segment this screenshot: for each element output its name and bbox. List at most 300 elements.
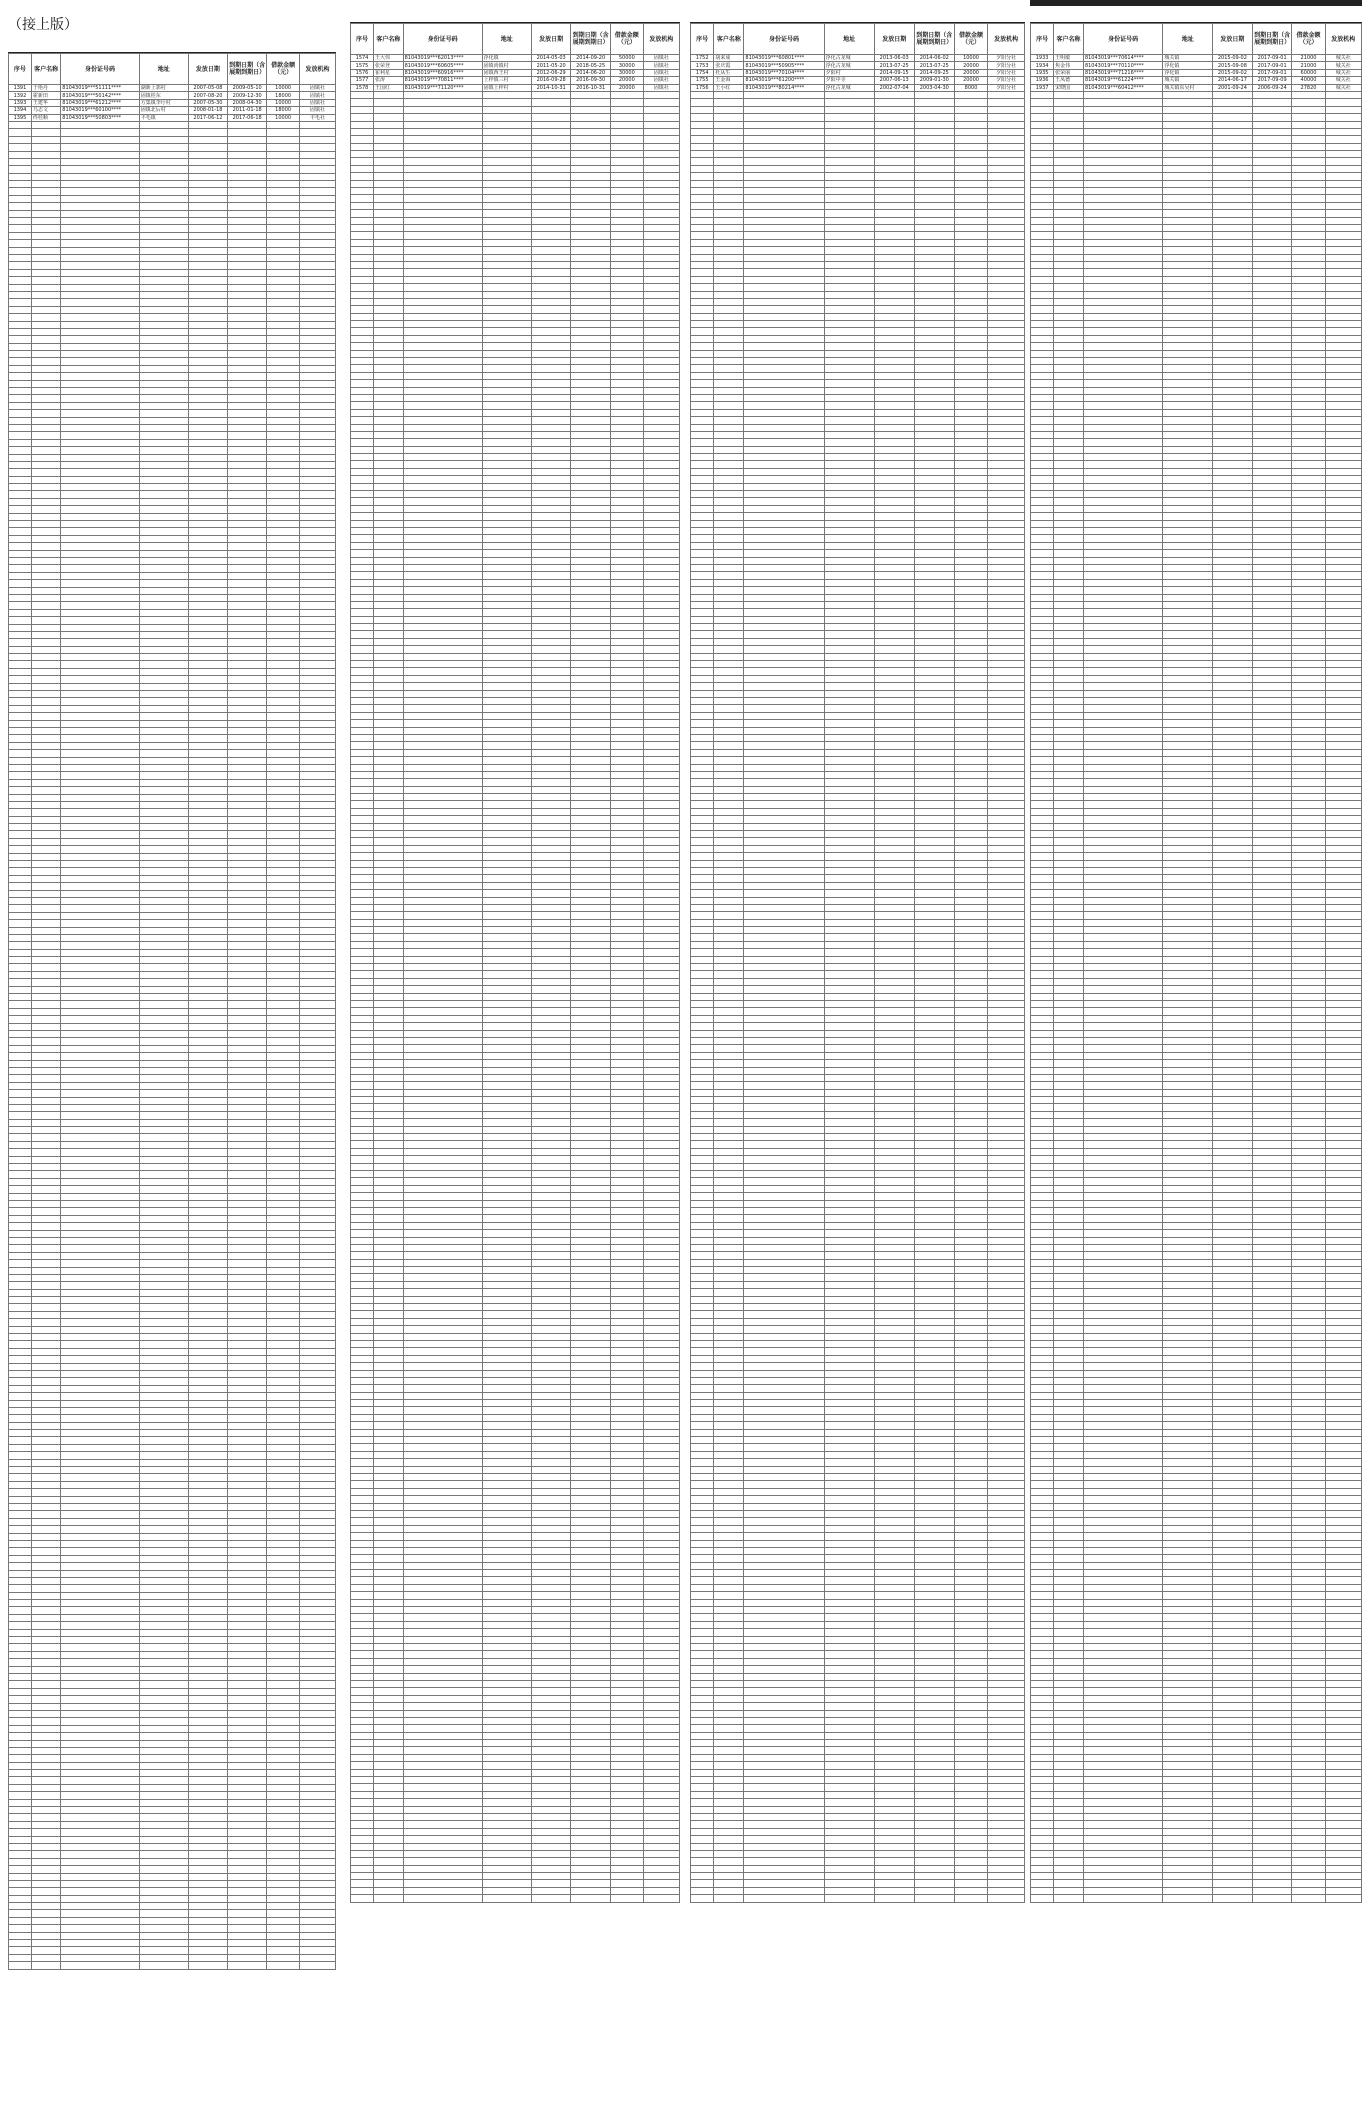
table-cell — [643, 1836, 679, 1843]
table-cell — [267, 920, 300, 927]
table-cell — [61, 380, 139, 387]
table-cell — [643, 1584, 679, 1591]
table-cell — [228, 609, 267, 616]
table-cell — [531, 217, 570, 224]
table-cell — [571, 1599, 610, 1606]
table-cell — [299, 1407, 335, 1414]
table-cell — [299, 402, 335, 409]
table-row — [9, 1230, 336, 1237]
table-cell — [351, 1407, 374, 1414]
table-cell: 2016-09-28 — [531, 77, 570, 84]
table-cell — [643, 675, 679, 682]
table-cell — [403, 956, 482, 963]
table-cell — [299, 1851, 335, 1858]
table-row — [351, 1525, 680, 1532]
table-cell — [267, 151, 300, 158]
table-cell — [351, 1267, 374, 1274]
table-cell — [9, 1149, 32, 1156]
table-cell — [351, 424, 374, 431]
table-cell — [31, 1193, 60, 1200]
table-cell — [267, 772, 300, 779]
table-cell — [61, 809, 139, 816]
table-cell — [643, 321, 679, 328]
table-cell — [139, 971, 188, 978]
table-row — [9, 594, 336, 601]
table-row — [9, 225, 336, 232]
table-cell — [531, 1355, 570, 1362]
table-cell — [31, 528, 60, 535]
table-cell — [228, 1710, 267, 1717]
table-cell — [31, 1237, 60, 1244]
table-cell — [139, 321, 188, 328]
table-row — [691, 372, 1025, 379]
table-cell — [744, 114, 824, 121]
table-cell — [228, 1422, 267, 1429]
table-cell — [482, 1607, 531, 1614]
table-cell — [9, 905, 32, 912]
table-cell — [914, 99, 954, 106]
table-cell: 2007-05-08 — [188, 85, 227, 92]
table-cell — [954, 165, 987, 172]
table-cell — [61, 994, 139, 1001]
table-cell — [61, 1770, 139, 1777]
table-row — [351, 1015, 680, 1022]
table-cell — [482, 1791, 531, 1798]
table-cell — [531, 1185, 570, 1192]
table-cell — [188, 1770, 227, 1777]
table-row — [9, 1792, 336, 1799]
table-cell — [299, 905, 335, 912]
table-row — [351, 91, 680, 98]
table-row — [9, 1947, 336, 1954]
table-cell — [188, 1134, 227, 1141]
table-cell — [228, 868, 267, 875]
table-cell — [188, 942, 227, 949]
table-cell — [403, 1074, 482, 1081]
table-cell — [228, 1600, 267, 1607]
table-cell — [571, 1673, 610, 1680]
table-cell — [31, 336, 60, 343]
table-cell — [299, 1356, 335, 1363]
table-cell — [228, 1585, 267, 1592]
table-row — [691, 136, 1025, 143]
table-cell — [571, 1777, 610, 1784]
table-cell — [188, 513, 227, 520]
table-cell — [61, 668, 139, 675]
table-cell — [374, 624, 404, 631]
table-cell — [482, 1717, 531, 1724]
table-cell — [531, 291, 570, 298]
table-cell — [188, 1053, 227, 1060]
table-cell — [351, 1340, 374, 1347]
table-cell — [267, 1747, 300, 1754]
table-cell — [403, 1274, 482, 1281]
table-cell — [643, 372, 679, 379]
table-cell — [188, 979, 227, 986]
table-cell — [228, 587, 267, 594]
table-cell — [482, 1170, 531, 1177]
table-cell — [482, 1252, 531, 1259]
table-row — [9, 1075, 336, 1082]
table-cell — [482, 919, 531, 926]
table-cell — [267, 254, 300, 261]
table-cell — [61, 1577, 139, 1584]
table-cell — [374, 1836, 404, 1843]
table-cell — [228, 1311, 267, 1318]
table-cell — [571, 690, 610, 697]
table-cell — [914, 180, 954, 187]
table-cell — [531, 158, 570, 165]
table-cell — [299, 1422, 335, 1429]
table-cell — [139, 949, 188, 956]
table-cell — [531, 284, 570, 291]
table-cell — [139, 1540, 188, 1547]
table-cell — [610, 1104, 643, 1111]
table-cell — [531, 993, 570, 1000]
table-cell — [228, 1843, 267, 1850]
table-cell — [374, 461, 404, 468]
table-cell — [299, 1895, 335, 1902]
table-cell — [714, 195, 744, 202]
table-cell — [403, 1400, 482, 1407]
table-cell — [403, 1267, 482, 1274]
table-cell — [610, 291, 643, 298]
table-cell — [228, 1784, 267, 1791]
table-cell — [31, 720, 60, 727]
table-cell — [299, 550, 335, 557]
table-cell — [139, 521, 188, 528]
table-cell — [299, 868, 335, 875]
table-cell — [403, 890, 482, 897]
table-cell — [403, 1651, 482, 1658]
table-row — [691, 188, 1025, 195]
table-cell — [482, 535, 531, 542]
table-cell — [299, 1200, 335, 1207]
table-cell — [531, 786, 570, 793]
table-cell — [403, 1680, 482, 1687]
table-cell — [403, 1407, 482, 1414]
table-cell — [351, 1377, 374, 1384]
table-cell — [643, 1170, 679, 1177]
table-cell — [482, 1289, 531, 1296]
table-cell — [643, 1200, 679, 1207]
table-row — [9, 1807, 336, 1814]
table-cell — [31, 1171, 60, 1178]
table-cell — [403, 572, 482, 579]
table-cell — [571, 831, 610, 838]
table-row — [9, 85, 336, 92]
table-cell — [374, 823, 404, 830]
table-cell — [714, 387, 744, 394]
table-cell — [228, 691, 267, 698]
table-cell — [9, 1903, 32, 1910]
table-cell — [403, 1510, 482, 1517]
table-cell — [482, 1451, 531, 1458]
table-cell — [403, 1089, 482, 1096]
table-cell — [188, 328, 227, 335]
table-cell — [139, 528, 188, 535]
table-cell — [571, 1887, 610, 1894]
table-cell — [643, 1060, 679, 1067]
table-cell — [482, 734, 531, 741]
table-cell — [571, 860, 610, 867]
table-cell — [691, 269, 714, 276]
table-cell — [61, 1289, 139, 1296]
table-cell — [610, 890, 643, 897]
table-cell — [571, 380, 610, 387]
table-cell: 81043019***51111**** — [61, 85, 139, 92]
table-row — [351, 1518, 680, 1525]
table-cell — [299, 1755, 335, 1762]
table-cell — [374, 394, 404, 401]
table-cell — [531, 1429, 570, 1436]
table-cell — [403, 1318, 482, 1325]
table-cell — [403, 1658, 482, 1665]
table-row — [9, 1252, 336, 1259]
table-cell — [374, 1377, 404, 1384]
table-cell — [139, 1740, 188, 1747]
table-cell — [691, 210, 714, 217]
table-cell — [188, 861, 227, 868]
table-cell — [267, 439, 300, 446]
table-cell — [188, 1710, 227, 1717]
table-cell — [571, 1584, 610, 1591]
table-cell — [610, 1237, 643, 1244]
table-cell — [228, 1341, 267, 1348]
table-cell — [188, 1008, 227, 1015]
table-cell — [228, 986, 267, 993]
table-row — [351, 239, 680, 246]
table-cell — [482, 1156, 531, 1163]
table-cell: 1752 — [691, 55, 714, 62]
table-cell — [139, 365, 188, 372]
table-cell — [267, 121, 300, 128]
table-cell — [531, 1304, 570, 1311]
table-cell — [571, 668, 610, 675]
table-cell — [744, 276, 824, 283]
table-cell — [9, 949, 32, 956]
table-cell — [267, 373, 300, 380]
table-cell — [482, 964, 531, 971]
table-row — [351, 431, 680, 438]
table-cell — [914, 165, 954, 172]
table-cell — [31, 1866, 60, 1873]
table-cell — [299, 506, 335, 513]
table-cell — [374, 1562, 404, 1569]
table-row — [9, 1496, 336, 1503]
table-row — [9, 99, 336, 106]
table-cell — [267, 1526, 300, 1533]
table-cell — [61, 1637, 139, 1644]
table-cell — [139, 801, 188, 808]
table-cell — [351, 114, 374, 121]
table-cell — [610, 476, 643, 483]
table-cell — [31, 173, 60, 180]
table-cell — [31, 1910, 60, 1917]
table-row — [691, 151, 1025, 158]
table-cell — [188, 1082, 227, 1089]
table-cell — [744, 136, 824, 143]
table-cell — [139, 484, 188, 491]
table-cell — [299, 1659, 335, 1666]
table-cell — [374, 1636, 404, 1643]
table-cell — [139, 1954, 188, 1961]
table-cell: 30000 — [610, 62, 643, 69]
table-cell — [139, 1799, 188, 1806]
table-cell — [374, 1474, 404, 1481]
table-cell — [9, 1947, 32, 1954]
table-cell — [351, 594, 374, 601]
table-cell — [643, 1111, 679, 1118]
table-cell: 1392 — [9, 92, 32, 99]
table-cell — [610, 1496, 643, 1503]
table-cell — [9, 1119, 32, 1126]
table-cell — [482, 298, 531, 305]
table-cell — [31, 1637, 60, 1644]
table-cell — [571, 365, 610, 372]
table-cell — [31, 668, 60, 675]
table-cell — [531, 609, 570, 616]
table-cell — [610, 1474, 643, 1481]
table-row — [351, 1821, 680, 1828]
table-cell — [744, 128, 824, 135]
table-cell — [403, 1289, 482, 1296]
table-cell — [188, 388, 227, 395]
table-cell — [914, 217, 954, 224]
table-row — [9, 661, 336, 668]
table-cell — [31, 779, 60, 786]
table-cell: 乌志文 — [31, 107, 60, 114]
table-cell — [351, 949, 374, 956]
table-cell — [571, 468, 610, 475]
table-cell — [954, 394, 987, 401]
table-cell — [482, 771, 531, 778]
table-cell — [374, 904, 404, 911]
table-cell — [139, 1570, 188, 1577]
table-cell — [403, 99, 482, 106]
table-cell — [351, 1089, 374, 1096]
table-cell — [374, 1392, 404, 1399]
table-cell — [403, 919, 482, 926]
table-cell — [482, 1459, 531, 1466]
table-cell — [299, 1385, 335, 1392]
table-cell — [9, 1334, 32, 1341]
table-cell — [988, 372, 1025, 379]
table-cell — [228, 1208, 267, 1215]
table-cell — [351, 1311, 374, 1318]
table-cell — [61, 1703, 139, 1710]
table-cell — [139, 506, 188, 513]
table-cell — [482, 247, 531, 254]
table-cell — [267, 1164, 300, 1171]
table-cell — [9, 1880, 32, 1887]
table-cell — [9, 262, 32, 269]
table-cell — [482, 306, 531, 313]
table-cell — [571, 1540, 610, 1547]
table-cell — [351, 1525, 374, 1532]
table-cell — [267, 417, 300, 424]
table-cell — [571, 927, 610, 934]
table-cell — [228, 1932, 267, 1939]
table-cell — [267, 284, 300, 291]
table-cell — [9, 1496, 32, 1503]
table-cell — [299, 1230, 335, 1237]
table-cell — [643, 1259, 679, 1266]
table-cell — [531, 882, 570, 889]
table-cell — [299, 1740, 335, 1747]
table-cell — [9, 1814, 32, 1821]
table-cell — [482, 971, 531, 978]
table-cell — [31, 424, 60, 431]
table-cell — [610, 816, 643, 823]
table-cell — [228, 602, 267, 609]
table-cell — [874, 254, 914, 261]
table-cell — [31, 764, 60, 771]
table-cell — [139, 543, 188, 550]
table-row — [691, 99, 1025, 106]
table-cell — [9, 1297, 32, 1304]
table-cell — [482, 232, 531, 239]
table-cell — [482, 1518, 531, 1525]
table-row — [691, 276, 1025, 283]
table-cell — [571, 579, 610, 586]
table-row — [9, 1311, 336, 1318]
table-cell — [267, 1866, 300, 1873]
table-cell — [403, 1156, 482, 1163]
table-cell — [61, 1740, 139, 1747]
table-cell — [403, 1333, 482, 1340]
table-cell — [824, 261, 874, 268]
table-cell — [714, 210, 744, 217]
table-cell — [374, 1311, 404, 1318]
table-cell — [403, 1806, 482, 1813]
table-cell — [228, 424, 267, 431]
table-row — [9, 1149, 336, 1156]
table-row — [9, 1962, 336, 1969]
table-cell — [228, 1903, 267, 1910]
table-cell — [31, 1504, 60, 1511]
table-cell — [299, 1252, 335, 1259]
table-cell — [228, 144, 267, 151]
table-cell — [531, 143, 570, 150]
table-cell — [531, 1518, 570, 1525]
table-cell — [643, 1777, 679, 1784]
table-cell — [351, 816, 374, 823]
table-cell — [267, 1770, 300, 1777]
table-cell — [482, 1562, 531, 1569]
table-cell — [610, 1843, 643, 1850]
table-cell: 20000 — [610, 77, 643, 84]
table-cell — [643, 1437, 679, 1444]
table-cell — [571, 1392, 610, 1399]
table-cell — [267, 181, 300, 188]
table-cell — [988, 261, 1025, 268]
table-cell — [139, 1637, 188, 1644]
table-cell — [610, 306, 643, 313]
table-cell: 夕阳分社 — [988, 77, 1025, 84]
table-row — [351, 99, 680, 106]
table-cell — [643, 91, 679, 98]
table-cell — [61, 794, 139, 801]
table-cell — [267, 1673, 300, 1680]
table-cell — [267, 1097, 300, 1104]
table-cell — [188, 1467, 227, 1474]
table-row — [9, 639, 336, 646]
table-cell — [571, 697, 610, 704]
table-cell — [954, 321, 987, 328]
table-cell — [188, 1038, 227, 1045]
table-cell — [531, 1784, 570, 1791]
